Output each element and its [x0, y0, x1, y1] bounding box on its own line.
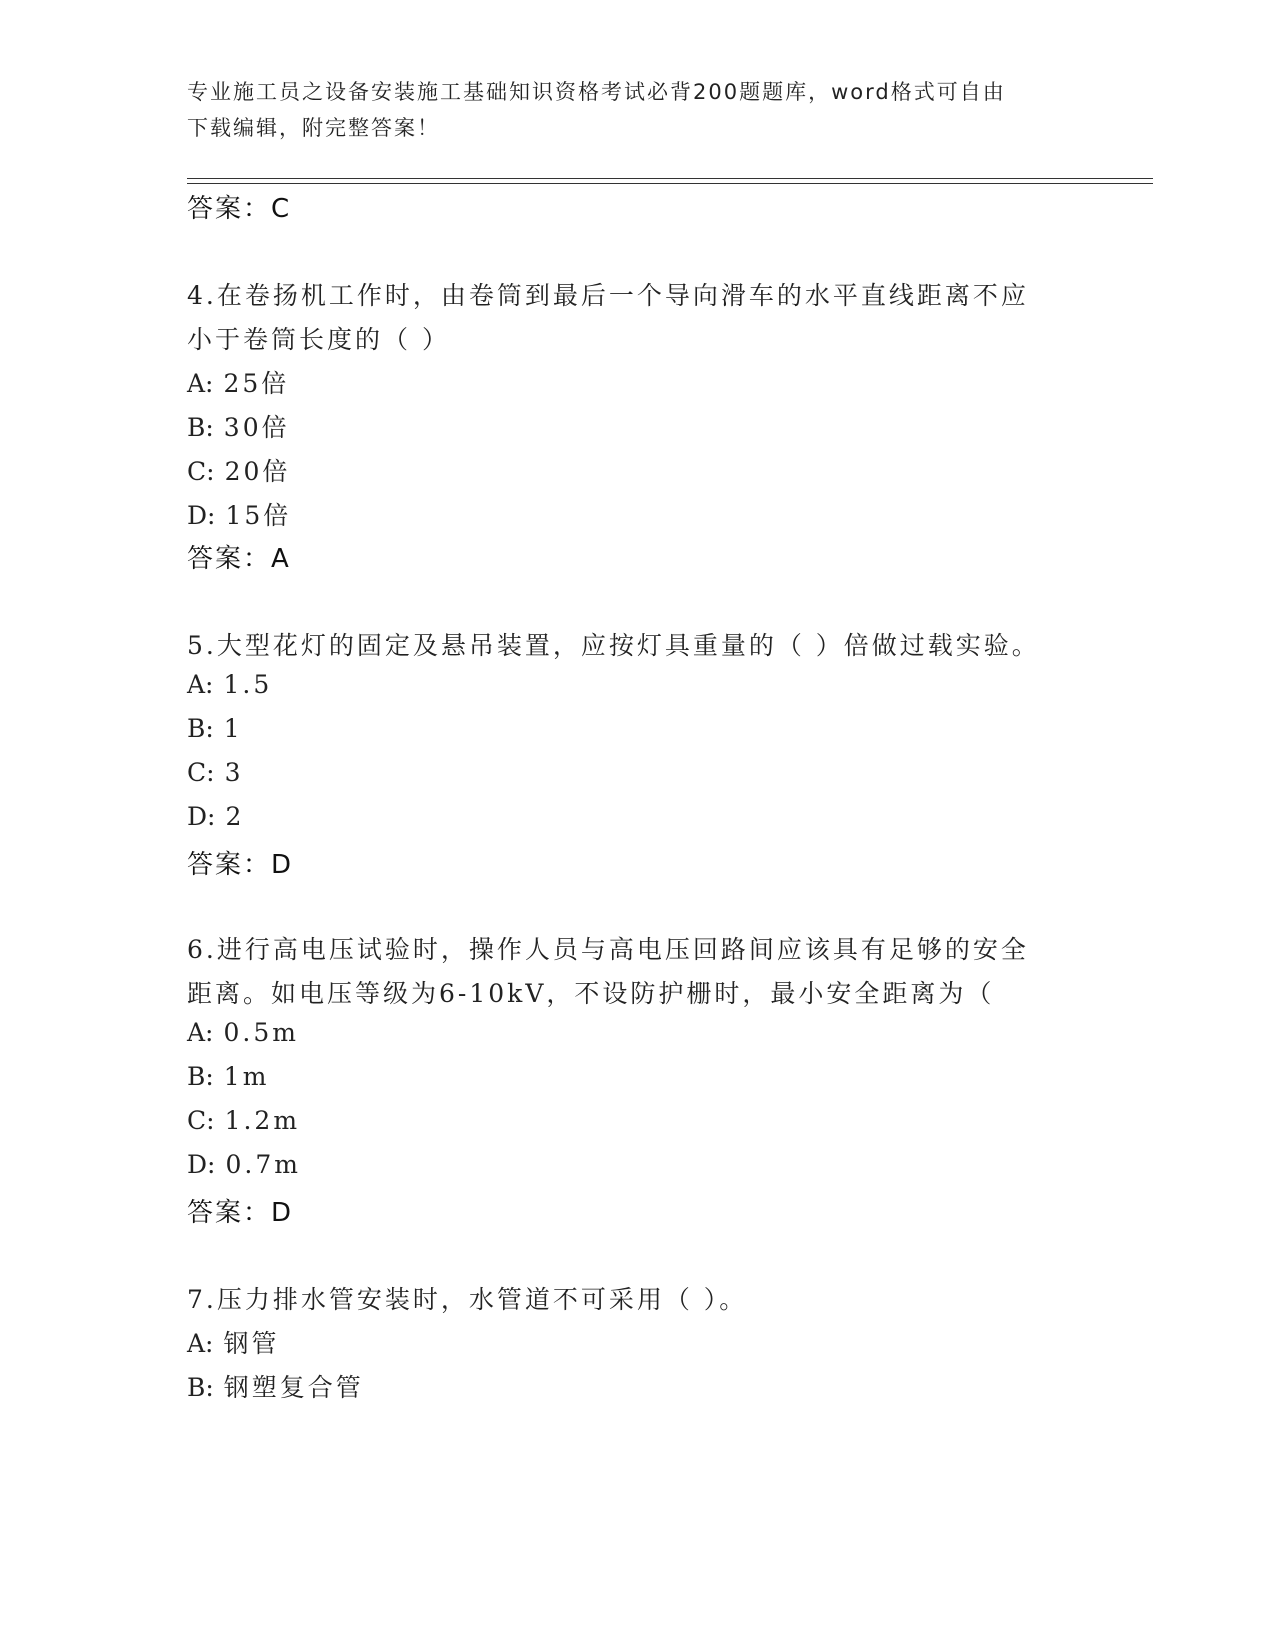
header-line-2: 下载编辑，附完整答案！	[187, 116, 440, 140]
document-header	[187, 74, 1067, 146]
question-6-answer: 答案：D	[187, 1198, 294, 1228]
question-6-stem-line-1: 6.进行高电压试验时，操作人员与高电压回路间应该具有足够的安全	[187, 935, 1029, 964]
question-4-option-b: B: 30倍	[187, 413, 290, 442]
question-4-answer: 答案：A	[187, 544, 291, 574]
header-divider-top	[187, 178, 1153, 179]
header-line-1: 专业施工员之设备安装施工基础知识资格考试必背200题题库，word格式可自由	[187, 80, 1006, 104]
question-4-stem-line-2: 小于卷筒长度的（ ）	[187, 325, 450, 354]
question-6-stem-line-2: 距离。如电压等级为6-10kV，不设防护栅时，最小安全距离为（	[187, 979, 995, 1008]
question-6-option-a: A: 0.5m	[187, 1018, 299, 1047]
question-4-stem-line-1: 4.在卷扬机工作时，由卷筒到最后一个导向滑车的水平直线距离不应	[187, 281, 1029, 310]
question-7-option-a: A: 钢管	[187, 1329, 280, 1358]
question-5-option-c: C: 3	[187, 758, 244, 787]
question-5-option-b: B: 1	[187, 714, 243, 743]
question-4-option-c: C: 20倍	[187, 457, 291, 486]
question-4-option-d: D: 15倍	[187, 501, 292, 530]
question-6-option-b: B: 1m	[187, 1062, 270, 1091]
header-divider-bottom	[187, 183, 1153, 184]
question-7-stem-line-1: 7.压力排水管安装时，水管道不可采用（ ）。	[187, 1285, 748, 1314]
question-5-answer: 答案：D	[187, 850, 294, 880]
question-5-option-d: D: 2	[187, 802, 245, 831]
question-5-stem-line-1: 5.大型花灯的固定及悬吊装置，应按灯具重量的（ ）倍做过载实验。	[187, 631, 1040, 660]
answer-previous: 答案：C	[187, 194, 292, 224]
question-4-option-a: A: 25倍	[187, 369, 290, 398]
question-6-option-c: C: 1.2m	[187, 1106, 301, 1135]
question-7-option-b: B: 钢塑复合管	[187, 1373, 364, 1402]
question-6-option-d: D: 0.7m	[187, 1150, 301, 1179]
question-5-option-a: A: 1.5	[187, 670, 273, 699]
